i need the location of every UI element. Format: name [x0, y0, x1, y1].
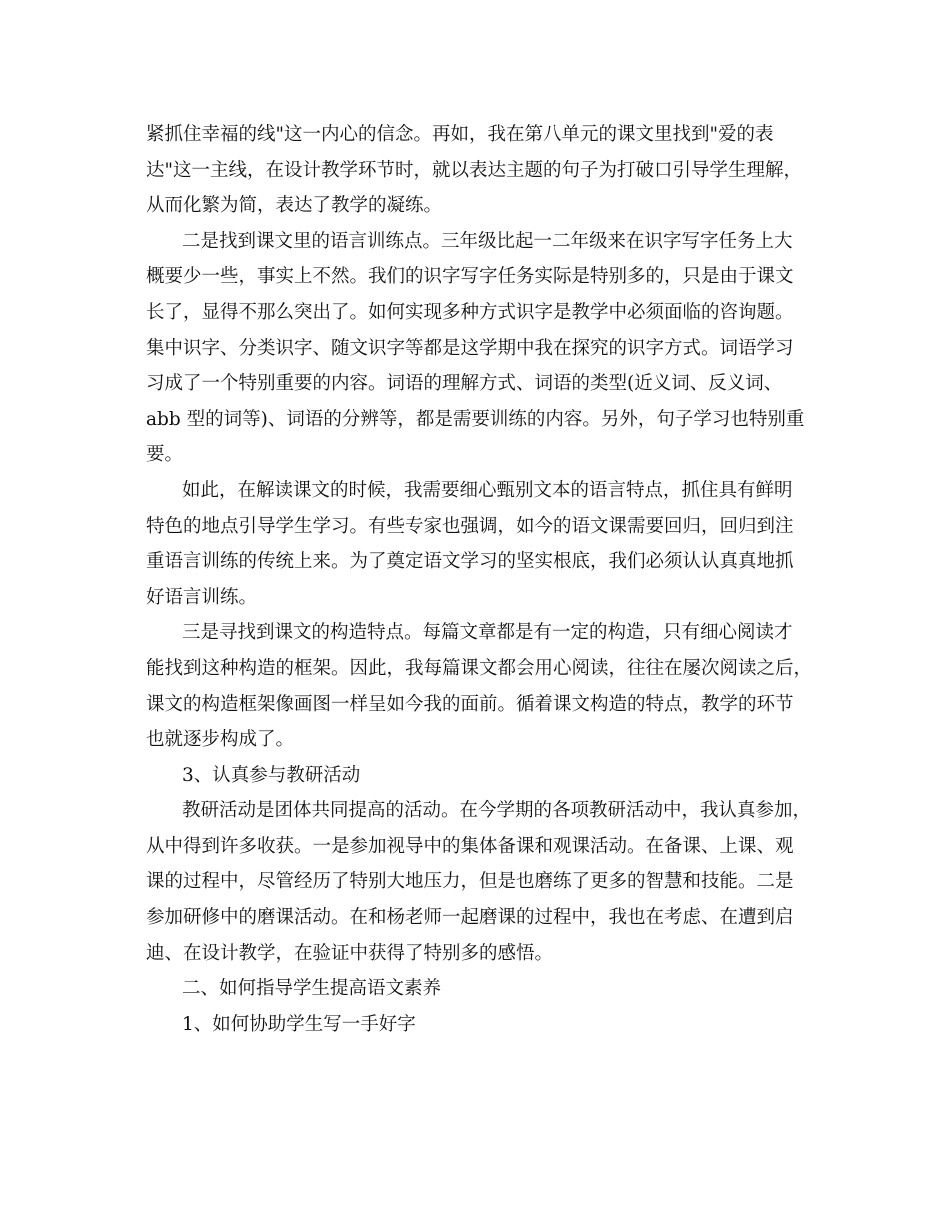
text-line: 能找到这种构造的框架。因此，我每篇课文都会用心阅读，往往在屡次阅读之后， [146, 657, 813, 679]
text-line: 二、如何指导学生提高语文素养 [182, 978, 442, 1000]
text-line: 要。 [146, 444, 184, 466]
text-line: 如此，在解读课文的时候，我需要细心甄别文本的语言特点，抓住具有鲜明 [182, 479, 793, 501]
document-body [146, 117, 813, 1042]
text-line: 二是找到课文里的语言训练点。三年级比起一二年级来在识字写字任务上大 [182, 230, 793, 252]
text-line: 课文的构造框架像画图一样呈如今我的面前。循着课文构造的特点，教学的环节 [146, 693, 794, 715]
text-line: 紧抓住幸福的线"这一内心的信念。再如，我在第八单元的课文里找到"爱的表 [146, 124, 774, 145]
text-line: 教研活动是团体共同提高的活动。在今学期的各项教研活动中，我认真参加， [182, 800, 812, 822]
text-line: 从而化繁为简，表达了教学的凝练。 [146, 195, 443, 217]
text-line: 重语言训练的传统上来。为了奠定语文学习的坚实根底，我们必须认认真真地抓 [146, 551, 794, 573]
text-line: 也就逐步构成了。 [146, 729, 295, 751]
text-line: 三是寻找到课文的构造特点。每篇文章都是有一定的构造，只有细心阅读才 [182, 622, 793, 644]
text-line: abb 型的词等)、词语的分辨等，都是需要训练的内容。另外，句子学习也特别重 [146, 408, 805, 430]
text-line: 达"这一主线，在设计教学环节时，就以表达主题的句子为打破口引导学生理解， [146, 159, 803, 181]
text-line: 特色的地点引导学生学习。有些专家也强调，如今的语文课需要回归，回归到注 [146, 515, 794, 537]
text-line: 好语言训练。 [146, 586, 258, 608]
text-line: 课的过程中，尽管经历了特别大地压力，但是也磨练了更多的智慧和技能。二是 [146, 871, 794, 893]
text-line: 长了，显得不那么突出了。如何实现多种方式识字是教学中必须面临的咨询题。 [146, 301, 794, 323]
text-line: 迪、在设计教学，在验证中获得了特别多的感悟。 [146, 942, 554, 964]
text-line: 从中得到许多收获。一是参加视导中的集体备课和观课活动。在备课、上课、观 [146, 835, 794, 857]
text-line: 习成了一个特别重要的内容。词语的理解方式、词语的类型(近义词、反义词、 [146, 373, 783, 395]
text-line: 参加研修中的磨课活动。在和杨老师一起磨课的过程中，我也在考虑、在遭到启 [146, 907, 794, 929]
text-line: 集中识字、分类识字、随文识字等都是这学期中我在探究的识字方式。词语学习 [146, 337, 794, 359]
text-line: 1、如何协助学生写一手好字 [182, 1013, 416, 1035]
text-line: 3、认真参与教研活动 [182, 764, 361, 786]
text-line: 概要少一些，事实上不然。我们的识字写字任务实际是特别多的，只是由于课文 [146, 266, 794, 288]
